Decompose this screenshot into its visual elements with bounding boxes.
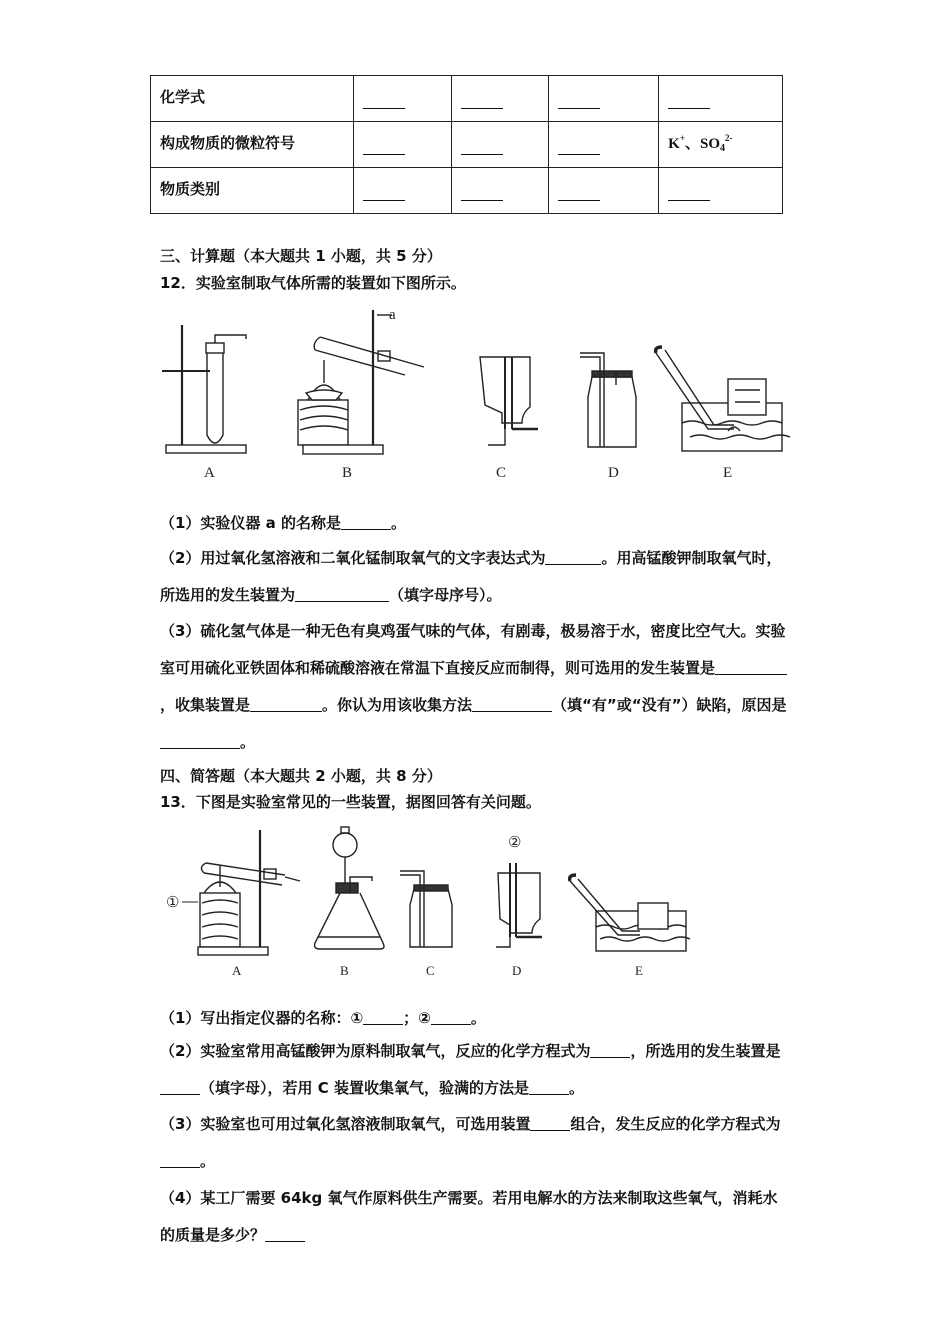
figure-label: D bbox=[608, 465, 619, 481]
answer-blank[interactable] bbox=[558, 94, 600, 109]
figure-label: B bbox=[340, 963, 349, 978]
answer-blank[interactable] bbox=[461, 140, 503, 155]
q13-part2: （2）实验室常用高锰酸钾为原料制取氧气，反应的化学方程式为 ，所选用的发生装置是（填字母），若用 C 装置收集氧气，验满的方法是 。 bbox=[160, 1042, 781, 1097]
answer-blank[interactable] bbox=[295, 587, 389, 602]
row-label: 化学式 bbox=[151, 76, 354, 122]
question-stem: 12．实验室制取气体所需的装置如下图所示。 bbox=[160, 274, 466, 292]
answer-blank[interactable] bbox=[530, 1116, 570, 1131]
q13-part1: （1）写出指定仪器的名称：① ；② 。 bbox=[160, 1009, 486, 1027]
circle-label-1: ① bbox=[166, 895, 180, 911]
q12-part2: （2）用过氧化氢溶液和二氧化锰制取氧气的文字表达式为 。用高锰酸钾制取氧气时，所选用的发生装置为 （填字母序号）。 bbox=[160, 549, 782, 604]
answer-blank[interactable] bbox=[341, 515, 391, 530]
q13-part3: （3）实验室也可用过氧化氢溶液制取氧气，可选用装置 组合，发生反应的化学方程式为。 bbox=[160, 1115, 781, 1170]
answer-blank[interactable] bbox=[668, 94, 710, 109]
answer-blank[interactable] bbox=[461, 186, 503, 201]
table-row bbox=[151, 168, 783, 214]
q13-part4: （4）某工厂需要 64kg 氧气作原料供生产需要。若用电解水的方法来制取这些氧气，消耗水的质量是多少？ bbox=[160, 1189, 778, 1244]
section-heading: 四、简答题（本大题共 2 小题，共 8 分） bbox=[160, 767, 442, 785]
ion-so4: SO bbox=[699, 136, 720, 152]
apparatus-figure-12 bbox=[160, 305, 800, 485]
answer-blank[interactable] bbox=[363, 1010, 403, 1025]
table-row bbox=[151, 76, 783, 122]
answer-blank[interactable] bbox=[363, 94, 405, 109]
circle-label-2: ② bbox=[508, 835, 522, 851]
particle-table bbox=[150, 75, 783, 214]
figure-label: A bbox=[204, 465, 215, 481]
answer-blank[interactable] bbox=[461, 94, 503, 109]
table-row bbox=[151, 122, 783, 168]
answer-blank[interactable] bbox=[668, 186, 710, 201]
figure-label: E bbox=[635, 963, 643, 978]
ion-cell: K+、$SO_4^{2-}$ bbox=[659, 122, 783, 168]
row-label: 物质类别 bbox=[151, 168, 354, 214]
figure-label: E bbox=[723, 465, 733, 481]
question-stem: 13．下图是实验室常见的一些装置，据图回答有关问题。 bbox=[160, 793, 541, 811]
figure-label: B bbox=[342, 465, 353, 481]
answer-blank[interactable] bbox=[363, 140, 405, 155]
answer-blank[interactable] bbox=[590, 1043, 630, 1058]
answer-blank[interactable] bbox=[558, 140, 600, 155]
row-label: 构成物质的微粒符号 bbox=[151, 122, 354, 168]
answer-blank[interactable] bbox=[529, 1080, 569, 1095]
answer-blank[interactable] bbox=[558, 186, 600, 201]
pointer-label: a bbox=[389, 307, 396, 323]
q12-part1: （1）实验仪器 a 的名称是 。 bbox=[160, 514, 407, 532]
answer-blank[interactable] bbox=[472, 697, 552, 712]
answer-blank[interactable] bbox=[715, 660, 787, 675]
section-heading: 三、计算题（本大题共 1 小题，共 5 分） bbox=[160, 247, 442, 265]
ion-k: K bbox=[668, 136, 680, 152]
answer-blank[interactable] bbox=[431, 1010, 471, 1025]
apparatus-figure-13 bbox=[160, 825, 720, 985]
answer-blank[interactable] bbox=[160, 1080, 200, 1095]
q12-part3: （3）硫化氢气体是一种无色有臭鸡蛋气味的气体，有剧毒，极易溶于水，密度比空气大。实验室可用硫化亚铁固体和稀硫酸溶液在常温下直接反应而制得，则可选用的发生装置是，收集装置是 。你认为用该收集方法 （填“有”或“没有”）缺陷，原因是。 bbox=[160, 622, 787, 751]
answer-blank[interactable] bbox=[545, 550, 601, 565]
answer-blank[interactable] bbox=[250, 697, 322, 712]
answer-blank[interactable] bbox=[363, 186, 405, 201]
answer-blank[interactable] bbox=[160, 1153, 200, 1168]
figure-label: D bbox=[512, 963, 522, 978]
answer-blank[interactable] bbox=[265, 1227, 305, 1242]
figure-label: C bbox=[496, 465, 507, 481]
answer-blank[interactable] bbox=[160, 734, 240, 749]
figure-label: A bbox=[232, 963, 242, 978]
figure-label: C bbox=[426, 963, 435, 978]
